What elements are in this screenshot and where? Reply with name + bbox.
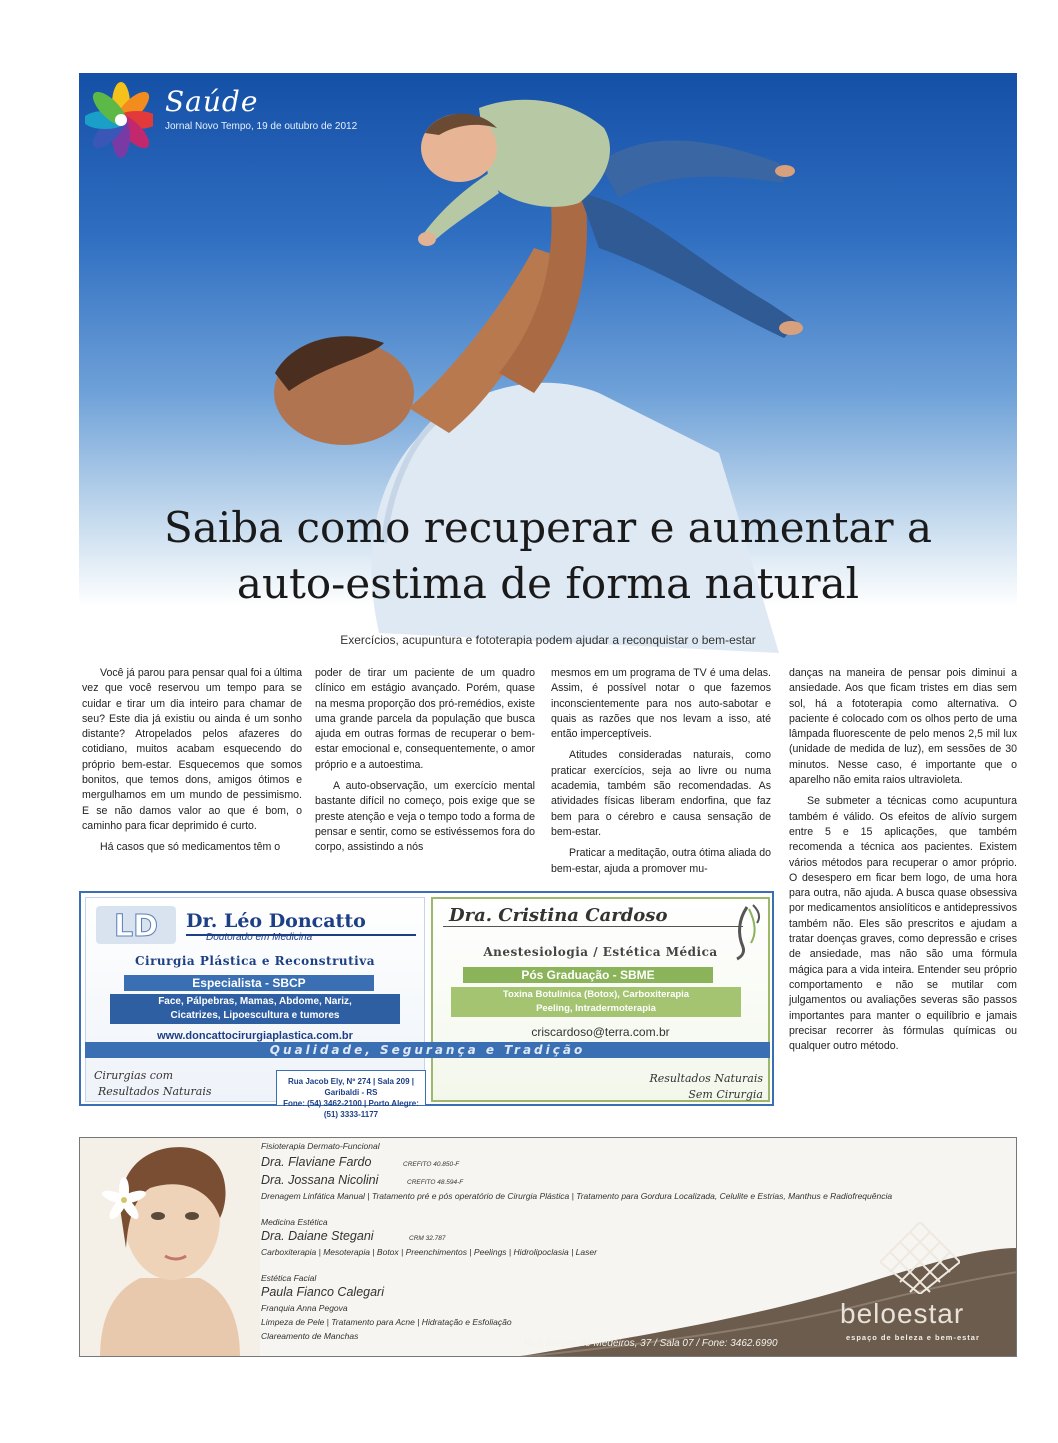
procedures-line-2: Cicatrizes, Lipoescultura e tumores — [170, 1010, 340, 1021]
section-title: Estética Facial — [261, 1273, 317, 1283]
professional-name: Paula Fianco Calegari — [261, 1285, 384, 1299]
beloestar-brand: beloestar — [840, 1298, 965, 1329]
ad-beloestar — [79, 1137, 1017, 1357]
article-subhead: Exercícios, acupuntura e fototerapia podem ajudar a reconquistar o bem-estar — [340, 633, 756, 647]
procedures-line-1: Face, Pálpebras, Mamas, Abdome, Nariz, — [158, 996, 352, 1007]
registration-number: CREFITO 40.850-F — [403, 1161, 460, 1168]
doctor-title: Doutorado em Medicina — [206, 932, 313, 943]
paragraph: Atitudes consideradas naturais, como praticar exercícios, seja ao livre ou numa academia, também são recomendadas. As atividades físicas liberam endorfina, que faz bem para o cérebro e causa sensação de bem-estar. — [551, 749, 771, 838]
website-link[interactable]: www.doncattocirurgiaplastica.com.br — [157, 1030, 353, 1042]
section-title: Saúde — [165, 85, 259, 118]
services-box — [451, 987, 741, 1017]
slogan-bar: Qualidade, Segurança e Tradição — [85, 1042, 770, 1058]
issue-date: Jornal Novo Tempo, 19 de outubro de 2012 — [165, 121, 358, 132]
flower-logo-icon — [85, 75, 153, 165]
script-slogan-right — [593, 1071, 763, 1103]
script-line-2: Sem Cirurgia — [688, 1088, 763, 1101]
procedures-box — [110, 994, 400, 1024]
clinic-ads-box — [79, 891, 774, 1119]
services-list: Clareamento de Manchas — [261, 1331, 359, 1341]
professional-name: Dra. Flaviane Fardo — [261, 1155, 372, 1169]
professional-name: Dra. Daiane Stegani — [261, 1229, 374, 1243]
registration-number: CRM 32.787 — [409, 1235, 446, 1242]
address-box — [276, 1070, 426, 1119]
section-title: Fisioterapia Dermato-Funcional — [261, 1141, 380, 1151]
services-list: Drenagem Linfática Manual | Tratamento pré e pós operatório de Cirurgia Plástica | Tratamento para Gordura Localizada, Celulite e Estrias, Manthus e Radiofrequência — [261, 1191, 893, 1201]
professional-name: Dra. Jossana Nicolini — [261, 1173, 379, 1187]
beloestar-address: Rua Borges de Medeiros, 37 / Sala 07 / Fone: 3462.6990 — [524, 1338, 778, 1349]
ld-monogram-icon — [96, 906, 176, 944]
paragraph: danças na maneira de pensar pois diminui a ansiedade. Aos que ficam tristes em dias sem sol, há a fototerapia como alternativa. O paciente é colocado com os olhos perto de uma lâmpada fluorescente de pelo menos 2,5 mil lux (unidade de medida de luz), em sessões de 30 minutos. Nesse caso, é importante que o aparelho não emita raios ultravioleta. — [789, 667, 1017, 787]
headline-line-1: Saiba como recuperar e aumentar a — [164, 503, 932, 552]
paragraph: Você já parou para pensar qual foi a última vez que você reservou um tempo para se cuidar e tirar um dia inteiro para chamar de seu? Este dia já existiu ou ainda é um sonho distante? Atropelados pelos afazeres do cotidiano, muitos acabam esquecendo do próprio bem-estar. Esquecemos que somos bonitos, que temos dons, amigos ótimos e mergulhamos em um mundo de pessimismo. E se não damos valor ao que é bom, o caminho para ficar deprimido é curto. — [82, 667, 302, 832]
postgrad-badge: Pós Graduação - SBME — [463, 967, 713, 983]
doctor-name: Dra. Cristina Cardoso — [443, 905, 743, 927]
woman-portrait-icon — [80, 1138, 260, 1357]
specialty-heading: Anestesiologia / Estética Médica — [483, 945, 718, 959]
address-line-1: Rua Jacob Ely, Nº 274 | Sala 209 | Garibaldi - RS — [288, 1077, 414, 1097]
registration-number: CREFITO 48.594-F — [407, 1179, 464, 1186]
lattice-logo-icon — [880, 1222, 960, 1294]
services-line-1: Toxina Botulínica (Botox), Carboxiterapia — [502, 989, 690, 1000]
ad-doncatto — [85, 897, 425, 1119]
paragraph: A auto-observação, um exercício mental bastante difícil no começo, pois exige que se preste atenção e veja o tempo todo a forma de pensar e sentir, como se estivéssemos fora do corpo, assistindo a nós — [315, 780, 535, 854]
article-column-2 — [315, 666, 535, 862]
beloestar-tagline: espaço de beleza e bem-estar — [846, 1333, 980, 1342]
services-line-2: Peeling, Intradermoterapia — [536, 1003, 656, 1014]
specialist-badge: Especialista - SBCP — [124, 975, 374, 991]
article-column-4 — [789, 666, 1017, 1060]
paragraph: mesmos em um programa de TV é uma delas. Assim, é possível notar o que fazemos inconscientemente para nos auto-sabotar e quais as razões que nos levam a isso, até então imperceptíveis. — [551, 667, 771, 741]
script-slogan-left — [94, 1068, 212, 1100]
services-list: Limpeza de Pele | Tratamento para Acne | Hidratação e Esfoliação — [261, 1317, 512, 1327]
address-line-2: Fone: (54) 3462-2100 | Porto Alegre: (51) 3333-1177 — [283, 1099, 419, 1119]
franchise-line: Franquia Anna Pegova — [261, 1303, 348, 1313]
article-headline — [79, 500, 1017, 612]
ad-cardoso — [431, 897, 770, 1102]
paragraph: Se submeter a técnicas como acupuntura também é válido. Os efeitos de alívio surgem entre 5 e 15 aplicações, que também recomenda a técnica aos pacientes. Existem vários métodos para recuperar o amor próprio. O desespero em ficar bem logo, de uma hora para outra, não ajuda. A busca quase obsessiva por medicamentos ansiolíticos e antidepressivos também não. Eles são prescritos e ajudam a tratar doenças graves, como depressão e crises de ansiedade, mas não são uma fórmula mágica para a vida inteira. Entender seu próprio comportamento e não se mutilar com julgamentos ou avaliações severas são passos importantes para manter o equilíbrio e jamais precisar recorrer às fórmulas químicas ou qualquer outro método. — [789, 795, 1017, 1053]
headline-line-2: auto-estima de forma natural — [236, 559, 860, 608]
article-column-3 — [551, 666, 771, 883]
paragraph: Há casos que só medicamentos têm o — [100, 841, 281, 854]
services-list: Carboxiterapia | Mesoterapia | Botox | Preenchimentos | Peelings | Hidrolipoclasia | Laser — [261, 1247, 597, 1257]
section-title: Medicina Estética — [261, 1217, 328, 1227]
paragraph: poder de tirar um paciente de um quadro clínico em estágio avançado. Porém, quase na mesma proporção dos pró-remédios, existe uma grande parcela da população que busca ajuda em outras formas de recuperar o bem-estar emocional e, consequentemente, o amor próprio e a autoestima. — [315, 667, 535, 771]
script-line-1: Resultados Naturais — [649, 1072, 763, 1085]
doctor-name: Dr. Léo Doncatto — [186, 910, 366, 932]
paragraph: Praticar a meditação, outra ótima aliada do bem-estar, ajuda a promover mu- — [551, 847, 771, 875]
hero-photo — [79, 73, 1017, 653]
specialty-heading: Cirurgia Plástica e Reconstrutiva — [134, 954, 375, 968]
script-line-1: Cirurgias com — [94, 1069, 174, 1082]
article-column-1 — [82, 666, 302, 862]
ld-logo-text: LD — [113, 909, 159, 944]
script-line-2: Resultados Naturais — [98, 1085, 212, 1098]
email-link[interactable]: criscardoso@terra.com.br — [531, 1025, 670, 1039]
